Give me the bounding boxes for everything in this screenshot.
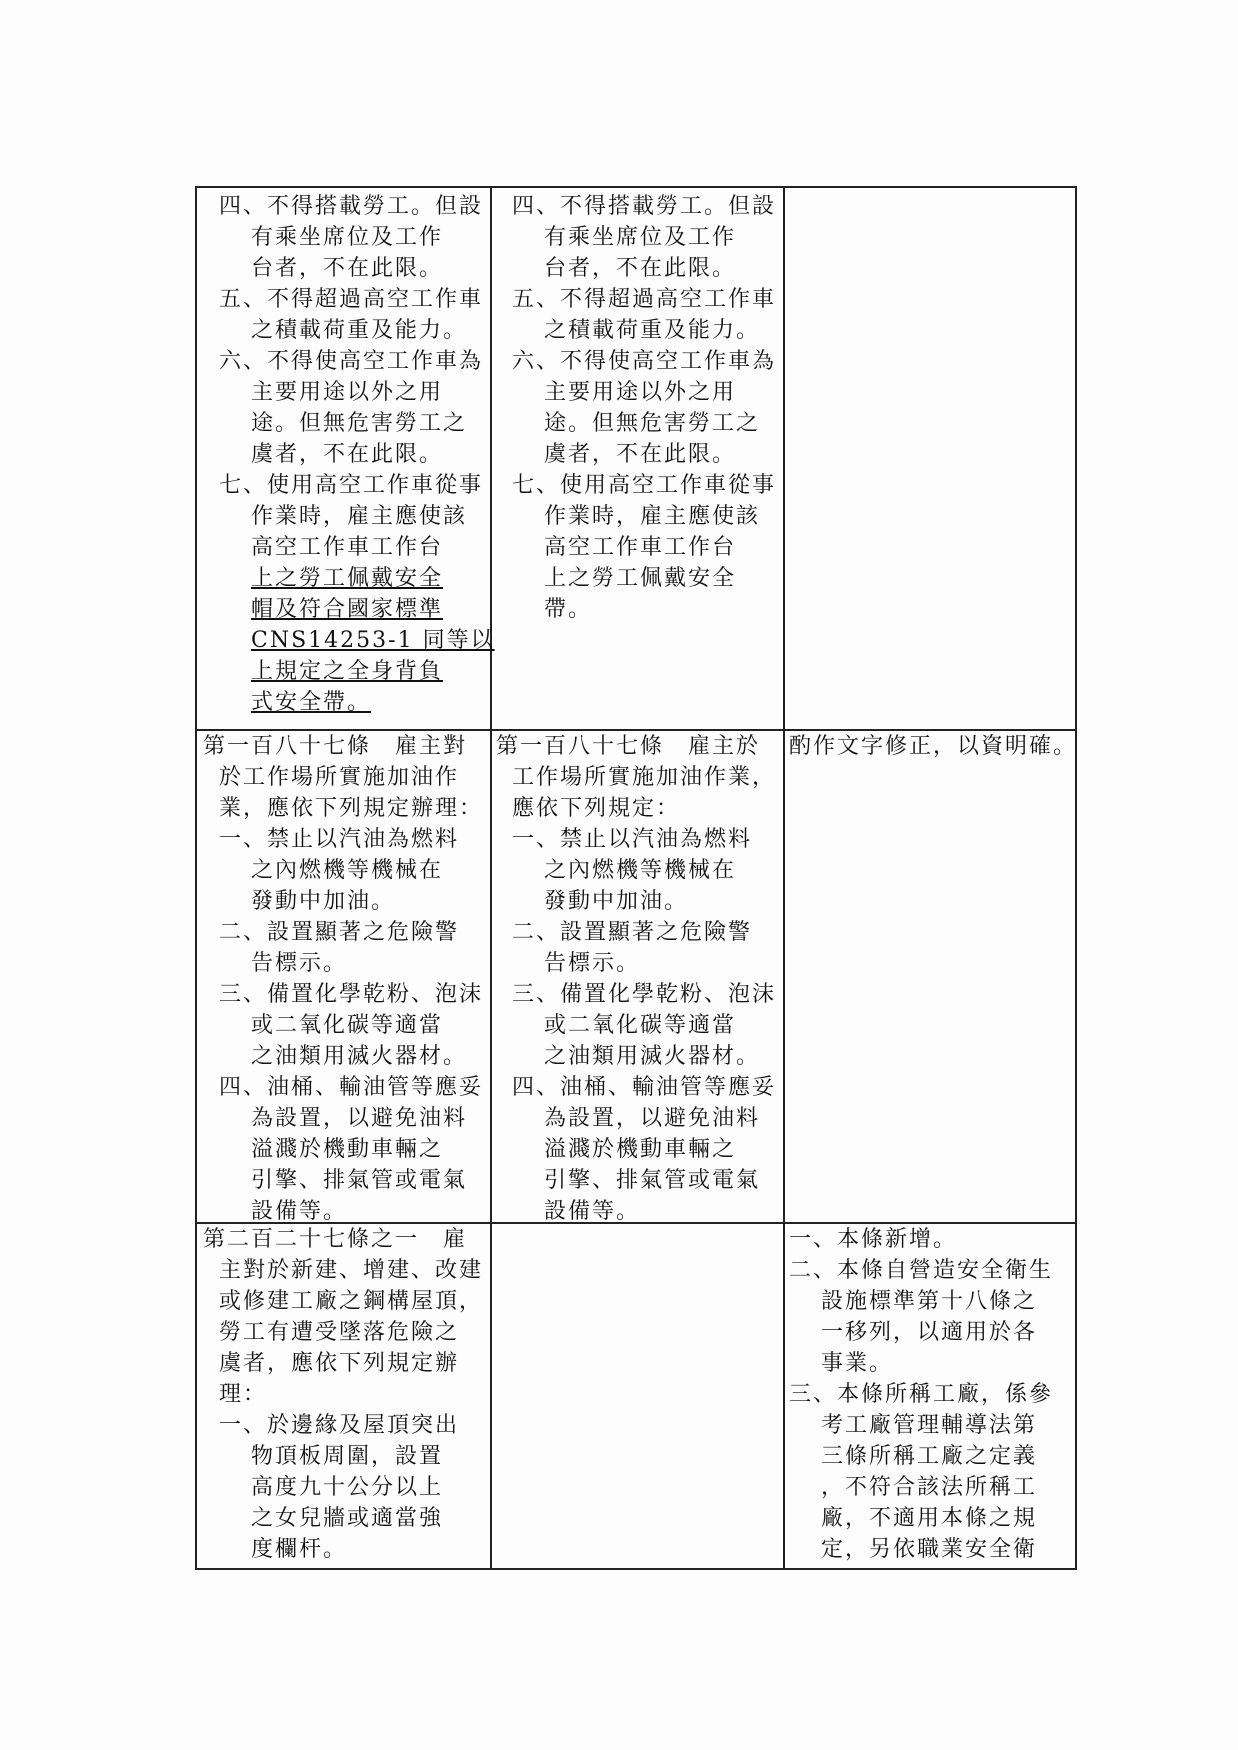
text-line: 四、不得搭載勞工。但設 xyxy=(219,194,484,219)
text-line: 業，應依下列規定辦理： xyxy=(219,796,484,821)
text-line: 六、不得使高空工作車為 xyxy=(219,349,484,374)
text-line: 或二氧化碳等適當 xyxy=(251,1013,444,1038)
text-line: 理： xyxy=(219,1382,268,1407)
text-line: 虞者，不在此限。 xyxy=(544,442,737,467)
text-line: 三、本條所稱工廠，係參 xyxy=(789,1382,1054,1407)
text-line: 設施標準第十八條之 xyxy=(821,1289,1038,1314)
text-line: 式安全帶。 xyxy=(251,690,372,715)
text-line: 設備等。 xyxy=(544,1199,641,1224)
text-line: 五、不得超過高空工作車 xyxy=(512,287,777,312)
text-line: 酌作文字修正，以資明確。 xyxy=(789,734,1078,759)
text-line: 高度九十公分以上 xyxy=(251,1475,444,1500)
text-line: 第一百八十七條 雇主於 xyxy=(496,734,761,759)
text-line: 工作場所實施加油作業， xyxy=(512,765,777,790)
text-line: 引擎、排氣管或電氣 xyxy=(251,1168,468,1193)
text-line: 虞者，不在此限。 xyxy=(251,442,444,467)
text-line: 定，另依職業安全衛 xyxy=(821,1537,1038,1562)
text-line: 途。但無危害勞工之 xyxy=(544,411,761,436)
text-line: 二、本條自營造安全衛生 xyxy=(789,1258,1054,1283)
row-1-current-cell xyxy=(492,191,782,625)
row-2-current-cell xyxy=(492,731,782,1227)
text-line: 之內燃機等機械在 xyxy=(251,858,444,883)
text-line: 或修建工廠之鋼構屋頂， xyxy=(219,1289,484,1314)
text-line: 主要用途以外之用 xyxy=(544,380,737,405)
text-line: 主對於新建、增建、改建 xyxy=(219,1258,484,1283)
text-line: 六、不得使高空工作車為 xyxy=(512,349,777,374)
text-line: 三、備置化學乾粉、泡沫 xyxy=(512,982,777,1007)
text-line: 一移列，以適用於各 xyxy=(821,1320,1038,1345)
text-line: 上之勞工佩戴安全 xyxy=(251,566,444,591)
text-line: 考工廠管理輔導法第 xyxy=(821,1413,1038,1438)
text-line: 高空工作車工作台 xyxy=(251,535,444,560)
row-2-amended-cell xyxy=(199,731,489,1227)
text-line: 發動中加油。 xyxy=(251,889,396,914)
text-line: 勞工有遭受墜落危險之 xyxy=(219,1320,460,1345)
text-line: 台者，不在此限。 xyxy=(251,256,444,281)
text-line: 作業時，雇主應使該 xyxy=(251,504,468,529)
text-line: 一、禁止以汽油為燃料 xyxy=(512,827,753,852)
text-line: 設備等。 xyxy=(251,1199,348,1224)
text-line: 四、油桶、輸油管等應妥 xyxy=(219,1075,484,1100)
text-line: 一、於邊緣及屋頂突出 xyxy=(219,1413,460,1438)
text-line: 主要用途以外之用 xyxy=(251,380,444,405)
text-line: 上規定之全身背負 xyxy=(251,659,444,684)
text-line: 三條所稱工廠之定義 xyxy=(821,1444,1038,1469)
text-line: 於工作場所實施加油作 xyxy=(219,765,460,790)
text-line: 之積載荷重及能力。 xyxy=(251,318,468,343)
text-line: ，不符合該法所稱工 xyxy=(821,1475,1038,1500)
text-line: 二、設置顯著之危險警 xyxy=(512,920,753,945)
text-line: 發動中加油。 xyxy=(544,889,689,914)
text-line: 之內燃機等機械在 xyxy=(544,858,737,883)
text-line: 台者，不在此限。 xyxy=(544,256,737,281)
text-line: CNS14253-1 同等以 xyxy=(251,628,495,653)
text-line: 或二氧化碳等適當 xyxy=(544,1013,737,1038)
row-1-amended-cell xyxy=(199,191,495,718)
text-line: 作業時，雇主應使該 xyxy=(544,504,761,529)
text-line: 告標示。 xyxy=(544,951,641,976)
row-2-explanation-cell xyxy=(785,731,1078,762)
text-line: 之積載荷重及能力。 xyxy=(544,318,761,343)
text-line: 第一百八十七條 雇主對 xyxy=(203,734,468,759)
text-line: 上之勞工佩戴安全 xyxy=(544,566,737,591)
text-line: 高空工作車工作台 xyxy=(544,535,737,560)
row-3-amended-cell xyxy=(199,1224,489,1565)
text-line: 有乘坐席位及工作 xyxy=(544,225,737,250)
text-line: 為設置，以避免油料 xyxy=(544,1106,761,1131)
text-line: 廠，不適用本條之規 xyxy=(821,1506,1038,1531)
text-line: 一、禁止以汽油為燃料 xyxy=(219,827,460,852)
text-line: 應依下列規定： xyxy=(512,796,681,821)
text-line: 事業。 xyxy=(821,1351,894,1376)
text-line: 物頂板周圍，設置 xyxy=(251,1444,444,1469)
text-line: 虞者，應依下列規定辦 xyxy=(219,1351,460,1376)
text-line: 之油類用滅火器材。 xyxy=(544,1044,761,1069)
text-line: 七、使用高空工作車從事 xyxy=(219,473,484,498)
text-line: 四、不得搭載勞工。但設 xyxy=(512,194,777,219)
text-line: 溢濺於機動車輛之 xyxy=(544,1137,737,1162)
text-line: 引擎、排氣管或電氣 xyxy=(544,1168,761,1193)
text-line: 為設置，以避免油料 xyxy=(251,1106,468,1131)
text-line: 帽及符合國家標準 xyxy=(251,597,444,622)
text-line: 五、不得超過高空工作車 xyxy=(219,287,484,312)
text-line: 之油類用滅火器材。 xyxy=(251,1044,468,1069)
text-line: 之女兒牆或適當強 xyxy=(251,1506,444,1531)
text-line: 溢濺於機動車輛之 xyxy=(251,1137,444,1162)
text-line: 二、設置顯著之危險警 xyxy=(219,920,460,945)
text-line: 帶。 xyxy=(544,597,593,622)
text-line: 一、本條新增。 xyxy=(789,1227,958,1252)
text-line: 告標示。 xyxy=(251,951,348,976)
text-line: 四、油桶、輸油管等應妥 xyxy=(512,1075,777,1100)
text-line: 七、使用高空工作車從事 xyxy=(512,473,777,498)
text-line: 三、備置化學乾粉、泡沫 xyxy=(219,982,484,1007)
text-line: 有乘坐席位及工作 xyxy=(251,225,444,250)
row-3-explanation-cell xyxy=(785,1224,1075,1565)
amendment-comparison-table xyxy=(195,186,1077,1570)
text-line: 第二百二十七條之一 雇 xyxy=(203,1227,468,1252)
text-line: 途。但無危害勞工之 xyxy=(251,411,468,436)
text-line: 度欄杆。 xyxy=(251,1537,348,1562)
